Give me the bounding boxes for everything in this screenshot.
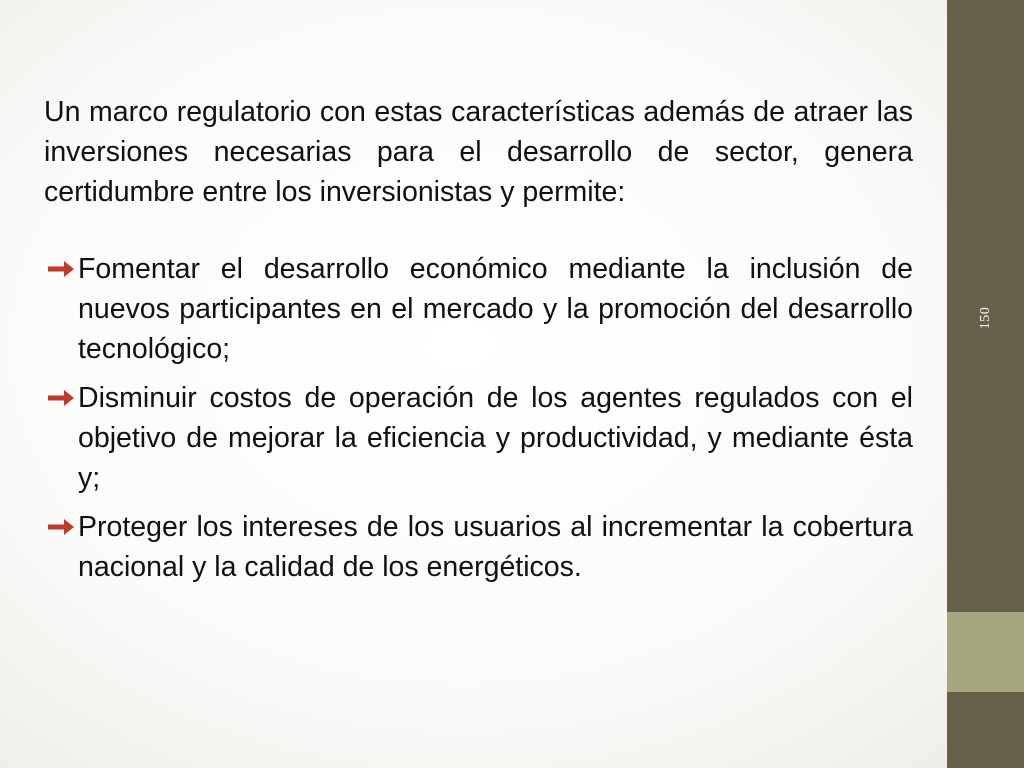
bullet-item [44, 249, 913, 369]
bullet-item [44, 378, 913, 498]
bullet-list [44, 249, 913, 587]
slide-body [44, 92, 913, 596]
bullet-text: Disminuir costos de operación de los agentes regulados con el objetivo de mejorar la eficiencia y productividad, y mediante ésta y; [78, 382, 913, 494]
bullet-text: Fomentar el desarrollo económico mediante la inclusión de nuevos participantes en el mercado y la promoción del desarrollo tecnológico; [78, 253, 913, 365]
page-number: 150 [978, 306, 993, 330]
sidebar-accent-block [947, 612, 1024, 692]
bullet-text: Proteger los intereses de los usuarios al incrementar la cobertura nacional y la calidad de los energéticos. [78, 511, 913, 583]
bullet-item [44, 507, 913, 587]
arrow-right-icon [46, 258, 76, 280]
arrow-right-icon [46, 516, 76, 538]
intro-paragraph: Un marco regulatorio con estas características además de atraer las inversiones necesarias para el desarrollo de sector, genera certidumbre entre los inversionistas y permite: [44, 96, 913, 208]
arrow-right-icon [46, 387, 76, 409]
